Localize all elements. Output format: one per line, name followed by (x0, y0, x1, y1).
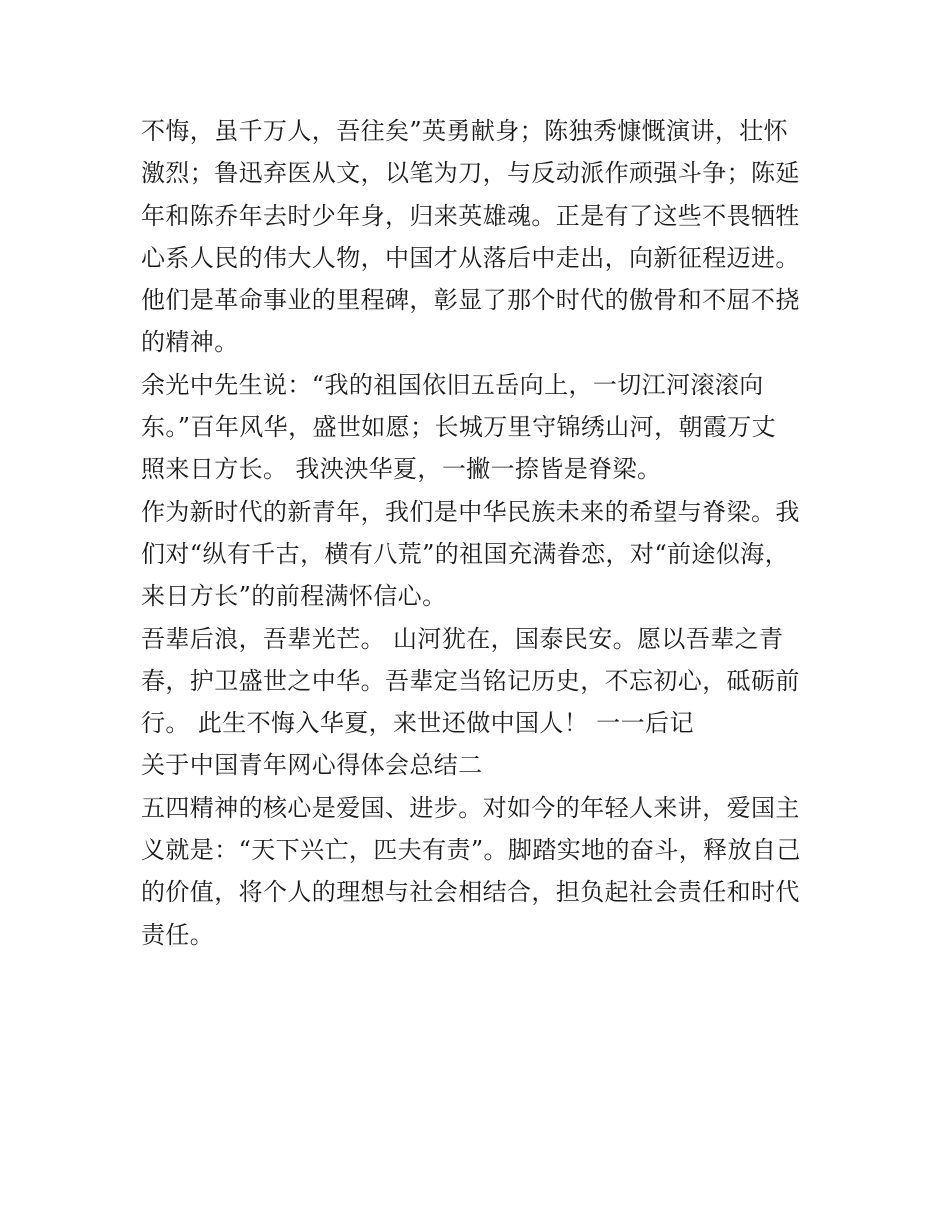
section-heading: 关于中国青年网心得体会总结二 (141, 751, 483, 780)
text-line: 的精神。 (141, 328, 239, 357)
text-line: 作为新时代的新青年，我们是中华民族未来的希望与脊梁。我 (141, 497, 800, 526)
text-line: 义就是：“天下兴亡，匹夫有责”。脚踏实地的奋斗，释放自己 (141, 836, 801, 865)
text-line: 不悔，虽千万人，吾往矣”英勇献身；陈独秀慷慨演讲，壮怀 (141, 117, 789, 145)
text-line: 照来日方长。 我泱泱华夏，一撇一捺皆是脊梁。 (141, 455, 662, 484)
text-line: 春，护卫盛世之中华。吾辈定当铭记历史，不忘初心，砥砺前 (141, 666, 800, 695)
text-line: 的价值，将个人的理想与社会相结合，担负起社会责任和时代 (141, 878, 800, 907)
document-body (141, 110, 821, 956)
text-line: 他们是革命事业的里程碑，彰显了那个时代的傲骨和不屈不挠 (141, 286, 800, 315)
text-line: 年和陈乔年去时少年身，归来英雄魂。正是有了这些不畏牺牲 (141, 201, 800, 230)
text-line: 们对“纵有千古，横有八荒”的祖国充满眷恋，对“前途似海， (141, 539, 790, 568)
text-line: 吾辈后浪，吾辈光芒。 山河犹在，国泰民安。愿以吾辈之青 (141, 624, 784, 653)
text-line: 激烈；鲁迅弃医从文，以笔为刀，与反动派作顽强斗争；陈延 (141, 159, 800, 188)
text-line: 东。”百年风华，盛世如愿；长城万里守锦绣山河，朝霞万丈 (141, 413, 777, 442)
text-line: 五四精神的核心是爱国、进步。对如今的年轻人来讲，爱国主 (141, 793, 800, 822)
text-line: 心系人民的伟大人物，中国才从落后中走出，向新征程迈进。 (141, 243, 800, 272)
text-line: 余光中先生说：“我的祖国依旧五岳向上，一切江河滚滚向 (141, 370, 764, 399)
text-line: 责任。 (141, 920, 215, 949)
text-line: 行。 此生不悔入华夏，来世还做中国人！ 一一后记 (141, 709, 694, 738)
text-line: 来日方长”的前程满怀信心。 (141, 582, 447, 611)
